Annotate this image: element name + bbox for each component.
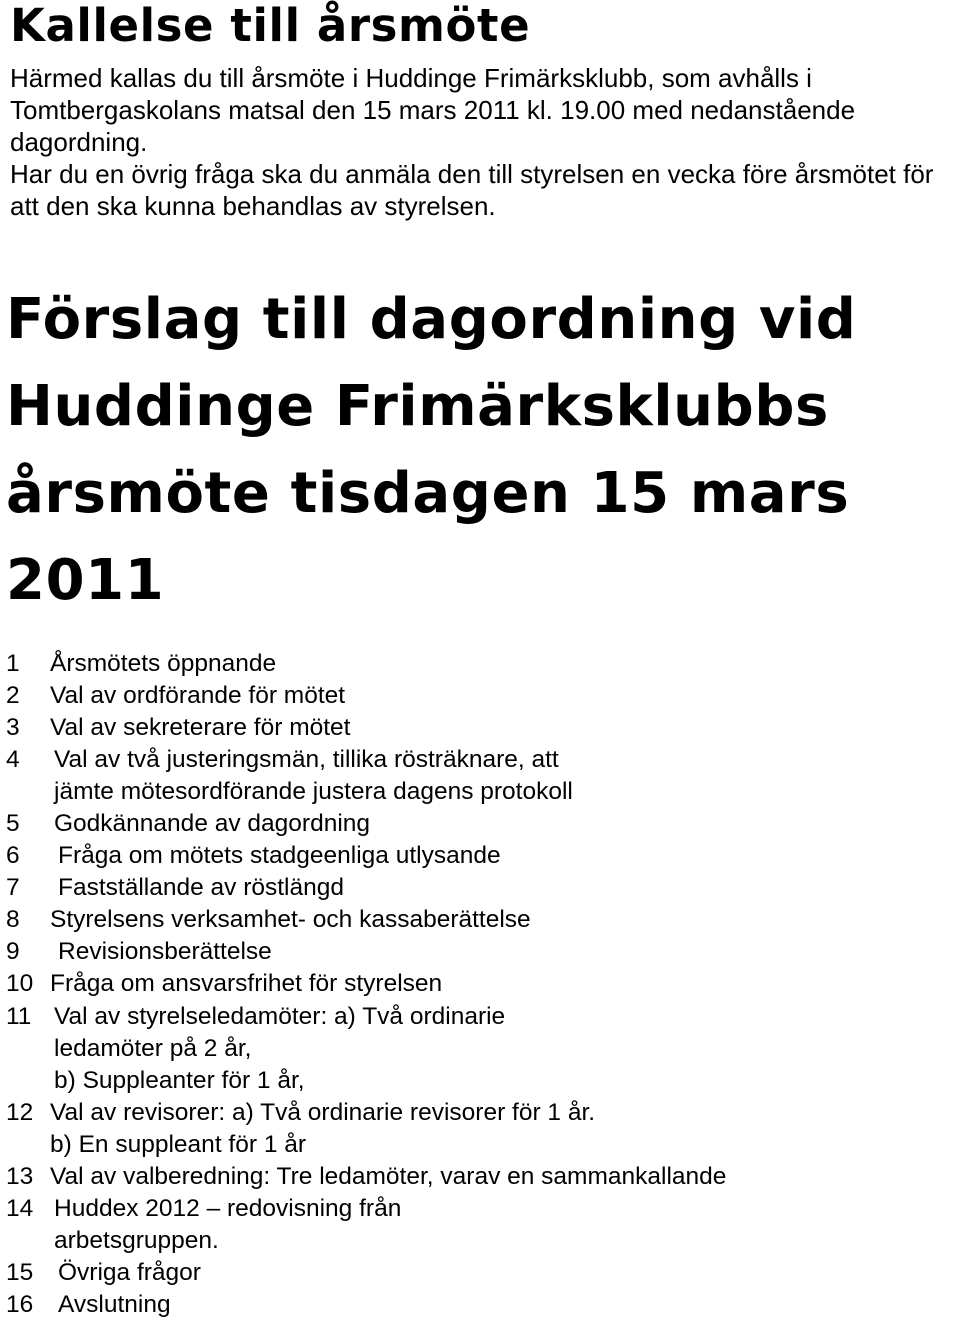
agenda-item-number: 15 [6,1258,34,1286]
agenda-item-line: Övriga frågor [58,1258,201,1286]
agenda-item [6,936,726,968]
agenda-item-number: 6 [6,842,20,870]
agenda-list [6,648,726,1321]
agenda-item-number: 1 [6,650,20,677]
agenda-item-line: Fråga om mötets stadgeenliga utlysande [58,842,501,870]
agenda-item-text [58,872,344,904]
agenda-item-line: jämte mötesordförande justera dagens protokoll [54,778,573,806]
agenda-item-text [50,680,345,712]
agenda-item-number: 7 [6,874,20,902]
agenda-item [6,1001,726,1097]
page-heading: Kallelse till årsmöte [10,0,531,52]
agenda-item-text [50,712,350,744]
agenda-item-line: Val av valberedning: Tre ledamöter, varav en sammankallande [50,1162,727,1190]
agenda-item-text [50,968,442,1000]
agenda-item [6,680,726,712]
agenda-item-text [50,1097,595,1161]
agenda-item-number: 12 [6,1098,34,1126]
agenda-item-text [58,936,272,968]
agenda-item-text [58,1257,201,1289]
agenda-item-line: Årsmötets öppnande [50,650,277,677]
intro-paragraph-invitation: Härmed kallas du till årsmöte i Huddinge Frimärksklubb, som avhålls i Tomtbergaskolans matsal den 15 mars 2011 kl. 19.00 med nedanstående dagordning. [10,63,856,157]
agenda-item-text [50,648,276,680]
agenda-item-text [58,1289,171,1321]
agenda-item-line: arbetsgruppen. [54,1226,219,1254]
agenda-item-line: ledamöter på 2 år, [54,1034,252,1062]
agenda-item [6,1257,726,1289]
agenda-item-line: Val av två justeringsmän, tillika rösträknare, att [54,746,559,774]
agenda-item-line: Avslutning [58,1290,171,1318]
agenda-item-number: 14 [6,1194,34,1222]
agenda-item-line: Styrelsens verksamhet- och kassaberättelse [50,906,531,934]
agenda-item-line: Val av revisorer: a) Två ordinarie revisorer för 1 år. [50,1098,596,1126]
agenda-item-text [50,1161,726,1193]
agenda-item-line: Revisionsberättelse [58,938,272,966]
agenda-item-text [54,808,370,840]
agenda-item-line: b) Suppleanter för 1 år, [54,1066,305,1094]
agenda-item-line: Val av sekreterare för mötet [50,714,351,742]
agenda-title: Förslag till dagordning vid Huddinge Frimärksklubbs årsmöte tisdagen 15 mars 2011 [6,287,857,613]
agenda-item [6,1289,726,1321]
agenda-item-number: 13 [6,1162,34,1190]
agenda-item [6,872,726,904]
agenda-item-number: 5 [6,810,20,838]
agenda-item [6,712,726,744]
agenda-item [6,904,726,936]
agenda-item [6,968,726,1000]
agenda-item-text [58,840,501,872]
agenda-item [6,1161,726,1193]
agenda-item-number: 16 [6,1290,34,1318]
agenda-item-text [54,744,573,808]
agenda-item [6,648,726,680]
agenda-item [6,840,726,872]
agenda-item-line: Fastställande av röstlängd [58,874,344,902]
agenda-item-text [54,1193,401,1257]
agenda-item-line: b) En suppleant för 1 år [50,1130,307,1158]
intro-paragraph-other-questions: Har du en övrig fråga ska du anmäla den till styrelsen en vecka före årsmötet för att den ska kunna behandlas av styrelsen. [10,159,934,221]
agenda-item-number: 9 [6,938,20,966]
agenda-item-number: 8 [6,906,20,934]
intro-text [10,62,955,222]
agenda-item [6,808,726,840]
agenda-item-text [54,1001,505,1097]
agenda-item-number: 3 [6,714,20,742]
agenda-item-line: Val av styrelseledamöter: a) Två ordinarie [54,1002,506,1030]
agenda-item-number: 4 [6,746,20,774]
agenda-item-number: 11 [6,1002,32,1030]
agenda-item-number: 2 [6,682,20,710]
agenda-item-text [50,904,531,936]
agenda-item-line: Godkännande av dagordning [54,810,371,838]
agenda-item [6,744,726,808]
agenda-item-line: Fråga om ansvarsfrihet för styrelsen [50,970,443,998]
agenda-item [6,1193,726,1257]
agenda-item [6,1097,726,1161]
agenda-item-line: Huddex 2012 – redovisning från [54,1194,402,1222]
agenda-item-number: 10 [6,970,34,998]
agenda-item-line: Val av ordförande för mötet [50,682,346,710]
